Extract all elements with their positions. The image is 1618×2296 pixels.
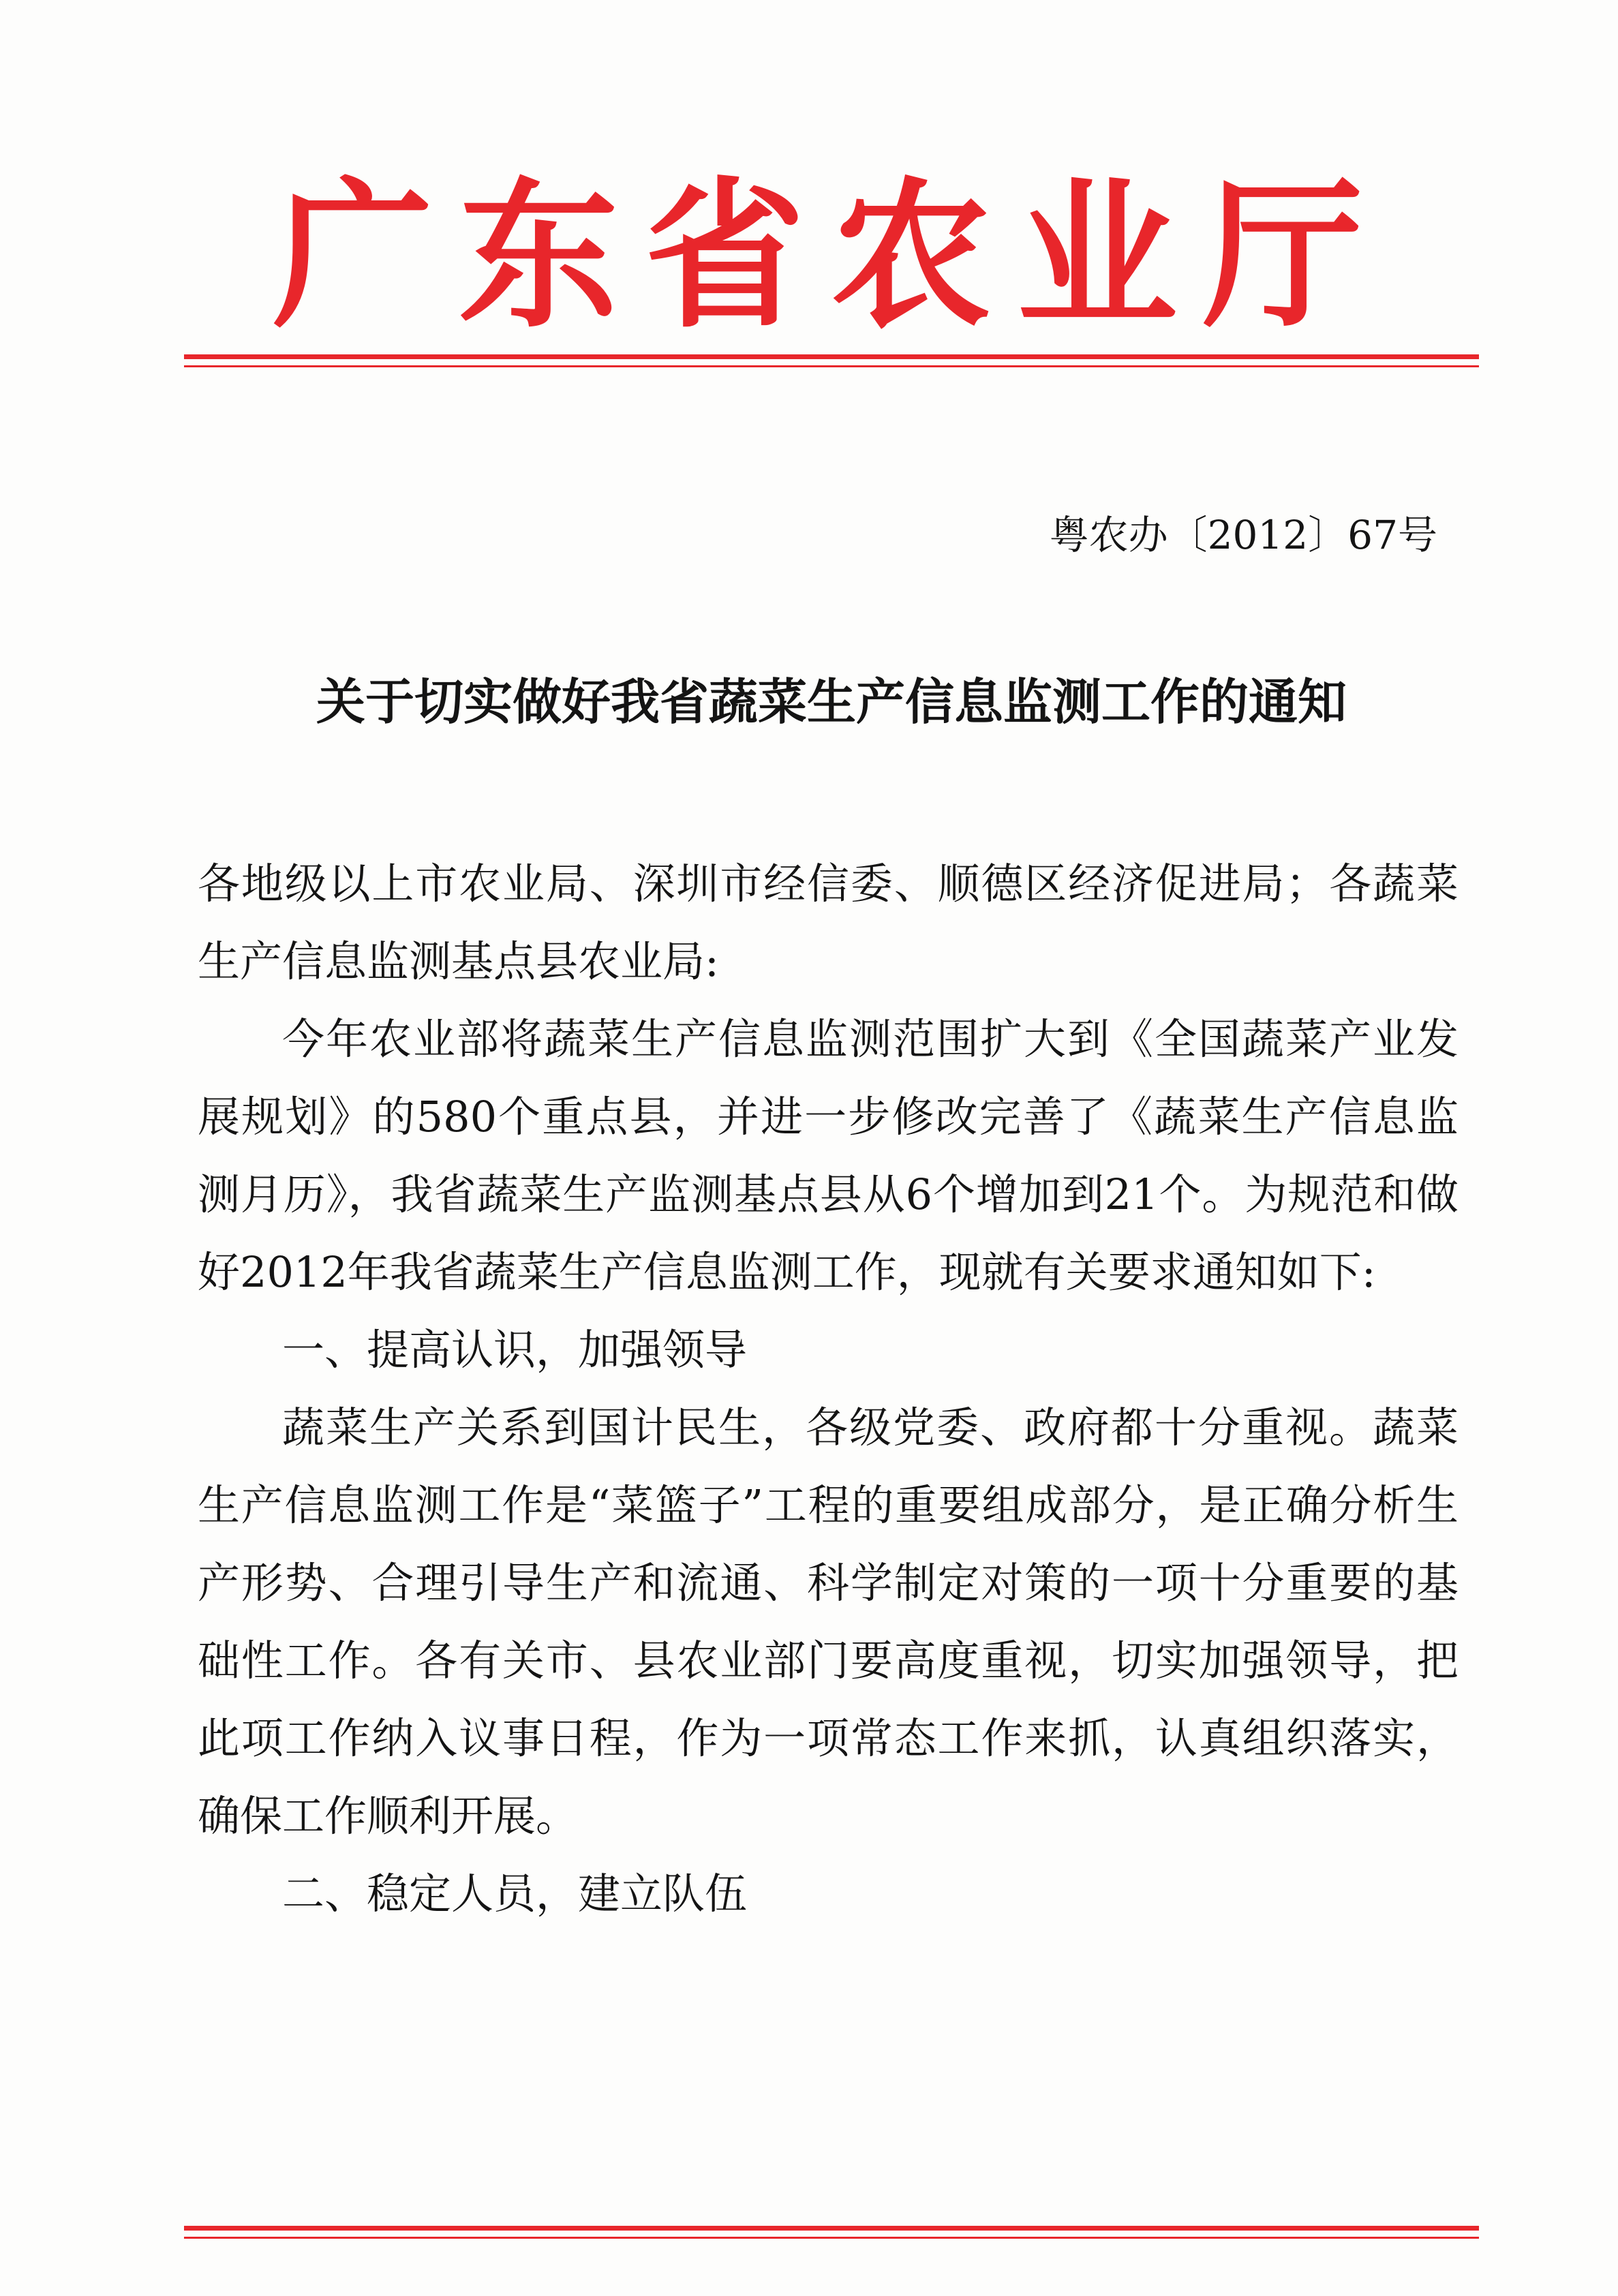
- body-paragraph-intro: 今年农业部将蔬菜生产信息监测范围扩大到《全国蔬菜产业发展规划》的580个重点县，并进一步修改完善了《蔬菜生产信息监测月历》，我省蔬菜生产监测基点县从6个增加到21个。为规范和做好2012年我省蔬菜生产信息监测工作，现就有关要求通知如下:: [198, 1014, 1459, 1297]
- footer-red-rule-thick: [184, 2226, 1479, 2231]
- addressee-line: 各地级以上市农业局、深圳市经信委、顺德区经济促进局；各蔬菜生产信息监测基点县农业局:: [198, 859, 1459, 986]
- footer-red-rule-thin: [184, 2237, 1479, 2239]
- document-title: 关于切实做好我省蔬菜生产信息监测工作的通知: [316, 673, 1347, 731]
- section-heading-2: 二、稳定人员，建立队伍: [282, 1869, 748, 1918]
- document-number: 粤农办〔2012〕67号: [1049, 512, 1437, 558]
- letterhead-red-rule-thin: [184, 365, 1479, 367]
- body-paragraph-section-1: 蔬菜生产关系到国计民生，各级党委、政府都十分重视。蔬菜生产信息监测工作是“菜篮子”工程的重要组成部分，是正确分析生产形势、合理引导生产和流通、科学制定对策的一项十分重要的基础性工作。各有关市、县农业部门要高度重视，切实加强领导，把此项工作纳入议事日程，作为一项常态工作来抓，认真组织落实，确保工作顺利开展。: [198, 1403, 1459, 1841]
- document-body: [198, 845, 1459, 1933]
- letterhead-red-rule-thick: [184, 354, 1479, 359]
- letterhead-org-name: 广东省农业厅: [273, 162, 1389, 350]
- section-heading-1: 一、提高认识，加强领导: [282, 1325, 748, 1375]
